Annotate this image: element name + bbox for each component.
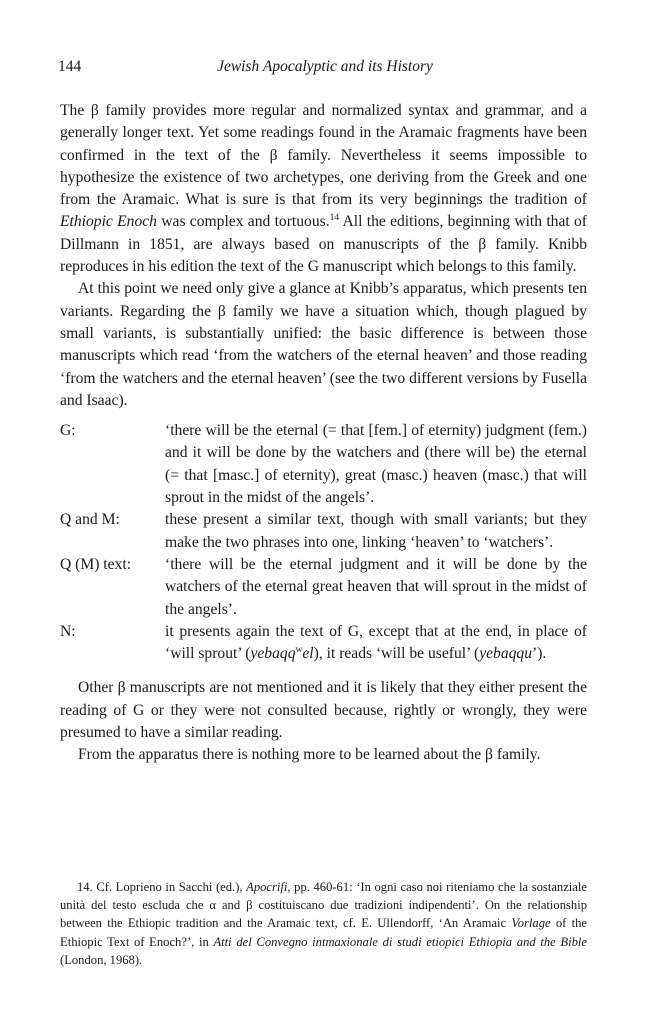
apparatus-entry-q-and-m	[60, 509, 587, 554]
running-title: Jewish Apocalyptic and its History	[217, 58, 433, 75]
apparatus-entry-g	[60, 420, 587, 509]
footnote-number: 14.	[77, 880, 93, 894]
apparatus-label: G:	[60, 422, 76, 440]
paragraph-4: From the apparatus there is nothing more to be learned about the β family.	[78, 746, 541, 764]
running-head	[0, 58, 650, 80]
paragraph-2: At this point we need only give a glance at Knibb’s apparatus, which presents ten variants. Regarding the β family we have a situation which, though plagued by small variants, is substantially unified: the basic difference is between those manuscripts which read ‘from the watchers of the eternal heaven’ and those reading ‘from the watchers and the eternal heaven’ (see the two different versions by Fusella and Isaac).	[60, 280, 587, 409]
apparatus-text: ‘there will be the eternal (= that [fem.] of eternity) judgment (fem.) and it will be done by the watchers and (there will be) the eternal (= that [masc.] of eternity), great (masc.) heaven (masc.) that will sprout in the midst of the angels’.	[165, 422, 587, 507]
apparatus-label: Q (M) text:	[60, 555, 132, 573]
footnote-14: 14. Cf. Loprieno in Sacchi (ed.), Apocrifi, pp. 460-61: ‘In ogni caso noi riteniamo che la sostanziale unità del testo escluda che α and β costituiscano due tradizioni indipendenti’. On the relationship between the Ethiopic tradition and the Aramaic text, cf. E. Ullendorff, ‘An Aramaic Vorlage of the Ethiopic Text of Enoch?’, in Atti del Convegno intmaxionale di studi etiopici Ethiopia and the Bible (London, 1968).	[60, 880, 587, 967]
apparatus-text: these present a similar text, though with small variants; but they make the two phrases into one, linking ‘heaven’ to ‘watchers’.	[165, 511, 587, 551]
paragraph-3: Other β manuscripts are not mentioned and it is likely that they either present the reading of G or they were not consulted because, rightly or wrongly, they were presumed to have a similar reading.	[60, 679, 587, 742]
footnote-ref[interactable]: 14	[329, 213, 340, 224]
apparatus-entry-n	[60, 621, 587, 666]
apparatus-text: ‘there will be the eternal judgment and it will be done by the watchers of the eternal great heaven that will sprout in the midst of the angels’.	[165, 555, 587, 618]
apparatus-label: Q and M:	[60, 511, 120, 529]
apparatus-list	[60, 420, 587, 665]
main-text	[60, 100, 587, 767]
paragraph-1: The β family provides more regular and normalized syntax and grammar, and a generally longer text. Yet some readings found in the Aramaic fragments have been confirmed in the text of the β family. Nevertheless it seems impossible to hypothesize the existence of two archetypes, one deriving from the Greek and one from the Aramaic. What is sure is that from its very beginnings the tradition of Ethiopic Enoch was complex and tortuous.$^{14}$ All the editions, beginning with that of Dillmann in 1851, are always based on manuscripts of the β family. Knibb reproduces in his edition the text of the G manuscript which belongs to this family.	[60, 102, 587, 276]
apparatus-text: it presents again the text of G, except that at the end, in place of ‘will sprout’ (yebaqq$^w$el), it reads ‘will be useful’ (yebaqqu’).	[165, 622, 587, 663]
book-title: Ethiopic Enoch	[60, 213, 157, 231]
page-number: 144	[58, 58, 82, 75]
apparatus-entry-q-m-text	[60, 554, 587, 621]
apparatus-label: N:	[60, 622, 76, 640]
